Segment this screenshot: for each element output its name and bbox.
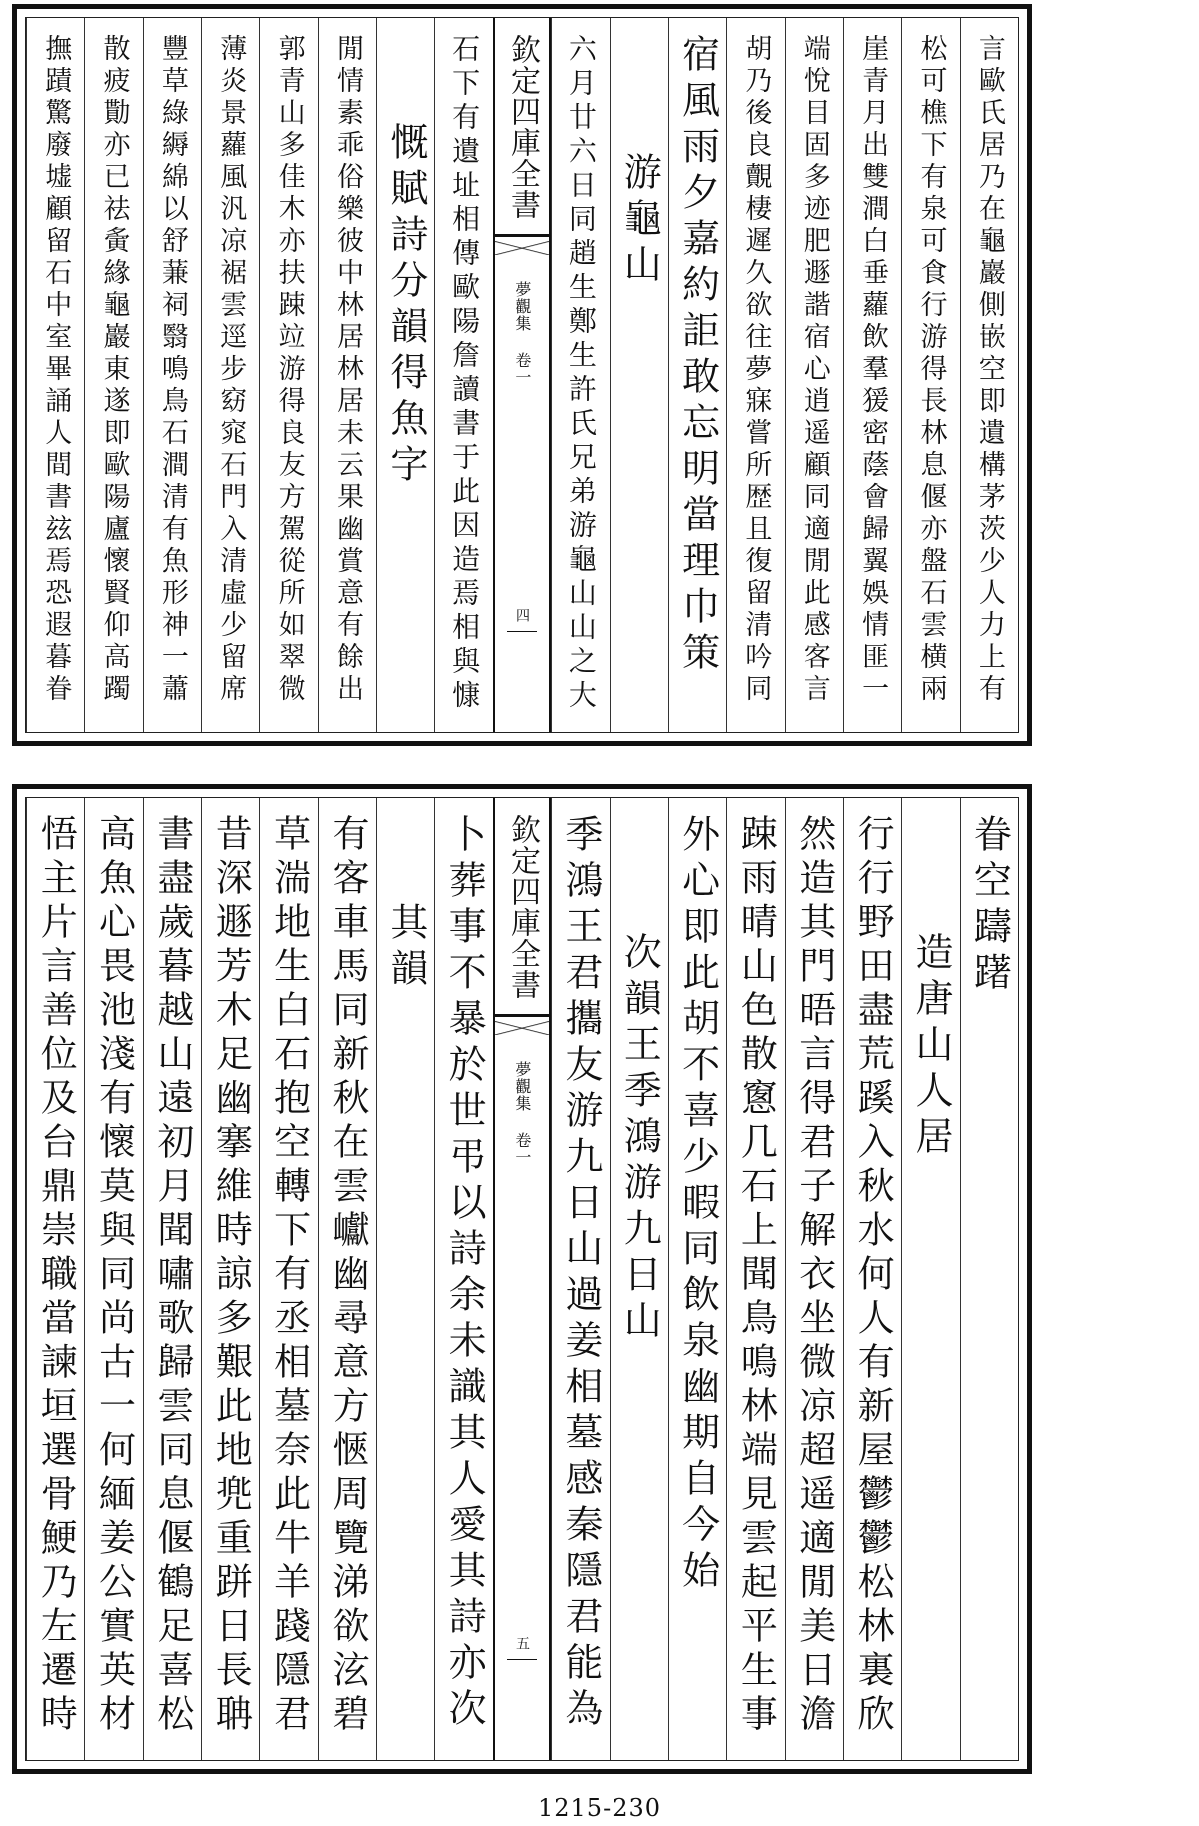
heading-text: 造唐山人居 [908,932,953,1162]
text-column [318,798,376,1760]
text-column [376,18,434,732]
center-fold-column [493,18,551,732]
collection-title: 欽定四庫全書 [505,814,541,1000]
leaf-number: 四 [514,608,531,622]
text-column [551,798,609,1760]
body-text: 草湍地生白石抱空轉下有丞相墓奈此牛羊踐隱君 [267,814,311,1738]
text-column [84,18,142,732]
text-column [143,18,201,732]
body-text: 薄炎景蘿風汎凉裾雲逕步窈窕石門入清虛少留席 [215,34,247,706]
body-text: 撫蹟驚廢墟顧留石中室畢誦人間書玆焉恐遐暮眷 [40,34,72,706]
text-column [843,18,901,732]
body-text: 散疲勩亦已祛夤緣龜巖東遂即歐陽廬懷賢仰高躅 [98,34,130,706]
body-text: 外心即此胡不喜少暇同飲泉幽期自今始 [675,814,720,1596]
text-column [434,798,492,1760]
body-text: 季鴻王君攜友游九日山過姜相墓感秦隱君能為 [558,814,603,1734]
body-text: 然造其門晤言得君子解衣坐微凉超遥適閒美日澹 [792,814,836,1738]
body-text: 端悅目固多迹肥遯諧宿心逍遥顧同適閒此感客言 [798,34,830,706]
text-column [901,798,959,1760]
text-column [901,18,959,732]
leaf-rule [507,631,537,632]
text-column [785,18,843,732]
heading-text: 其韻 [383,902,428,994]
text-column [201,798,259,1760]
heading-text: 慨賦詩分韻得魚字 [383,122,428,490]
text-column [960,798,1018,1760]
heading-text: 次韻王季鴻游九日山 [617,932,662,1346]
body-text: 言歐氏居乃在龜巖側嵌空即遺構茅茨少人力上有 [973,34,1005,706]
text-column [26,798,84,1760]
page-frame [25,17,1019,733]
body-text: 昔深遯芳木足幽搴維時諒多艱此地兠重跰日長聃 [209,814,253,1738]
page-footer-number: 1215-230 [538,1794,661,1822]
page-block-lower [12,784,1032,1774]
text-column [26,18,84,732]
text-column [960,18,1018,732]
text-column [785,798,843,1760]
text-column [668,18,726,732]
body-text: 閒情素乖俗樂彼中林居林居未云果幽賞意有餘出 [331,34,363,706]
volume-label: 夢觀集 卷一 [512,1061,532,1166]
body-text: 宿風雨夕嘉約詎敢忘明當理巾策 [675,34,720,678]
text-column [726,18,784,732]
body-text: 眷空躊躇 [967,814,1012,998]
body-text: 郭青山多佳木亦扶踈竝游得良友方駕從所如翠微 [273,34,305,706]
fishtail-mark-icon [494,234,550,263]
text-column [84,798,142,1760]
page-block-upper [12,4,1032,746]
body-text: 踈雨晴山色散窻几石上聞鳥鳴林端見雲起平生事 [734,814,778,1738]
text-column [551,18,609,732]
body-text: 悟主片言善位及台鼎崇職當諫垣選骨鯁乃左遷時 [34,814,78,1738]
text-column [259,18,317,732]
text-column [610,798,668,1760]
center-fold-column [493,798,551,1760]
body-text: 有客車馬同新秋在雲巘幽尋意方愜周覽涕欲泫碧 [325,814,369,1738]
page-frame [25,797,1019,1761]
volume-label: 夢觀集 卷一 [512,281,532,386]
body-text: 豐草綠縟綿以舒蒹祠翳鳴鳥石澗清有魚形神一蕭 [156,34,188,706]
text-column [668,798,726,1760]
leaf-number: 五 [514,1636,531,1650]
text-column [843,798,901,1760]
fishtail-mark-icon [494,1014,550,1043]
text-column [434,18,492,732]
text-column [376,798,434,1760]
leaf-rule [507,1659,537,1660]
body-text: 書盡歲暮越山遠初月聞嘯歌歸雲同息偃鶴足喜松 [150,814,194,1738]
body-text: 石下有遺址相傳歐陽詹讀書于此因造焉相與慷 [448,34,482,714]
text-column [318,18,376,732]
text-column [726,798,784,1760]
heading-text: 游龜山 [617,152,662,290]
body-text: 胡乃後良覿棲遲久欲往夢寐嘗所歴且復留清吟同 [740,34,772,706]
body-text: 高魚心畏池淺有懷莫與同尚古一何緬姜公實英材 [92,814,136,1738]
body-text: 六月廿六日同趙生鄭生許氏兄弟游龜山山之大 [564,34,598,714]
text-column [201,18,259,732]
collection-title: 欽定四庫全書 [505,34,541,220]
text-column [259,798,317,1760]
text-column [610,18,668,732]
body-text: 松可樵下有泉可食行游得長林息偃亦盤石雲横兩 [915,34,947,706]
body-text: 卜葬事不暴於世弔以詩余未識其人愛其詩亦次 [442,814,487,1734]
body-text: 崖青月出雙澗白垂蘿飲羣猨密蔭會歸翼娛情匪一 [857,34,889,706]
text-column [143,798,201,1760]
body-text: 行行野田盡荒蹊入秋水何人有新屋鬱鬱松林裏欣 [851,814,895,1738]
